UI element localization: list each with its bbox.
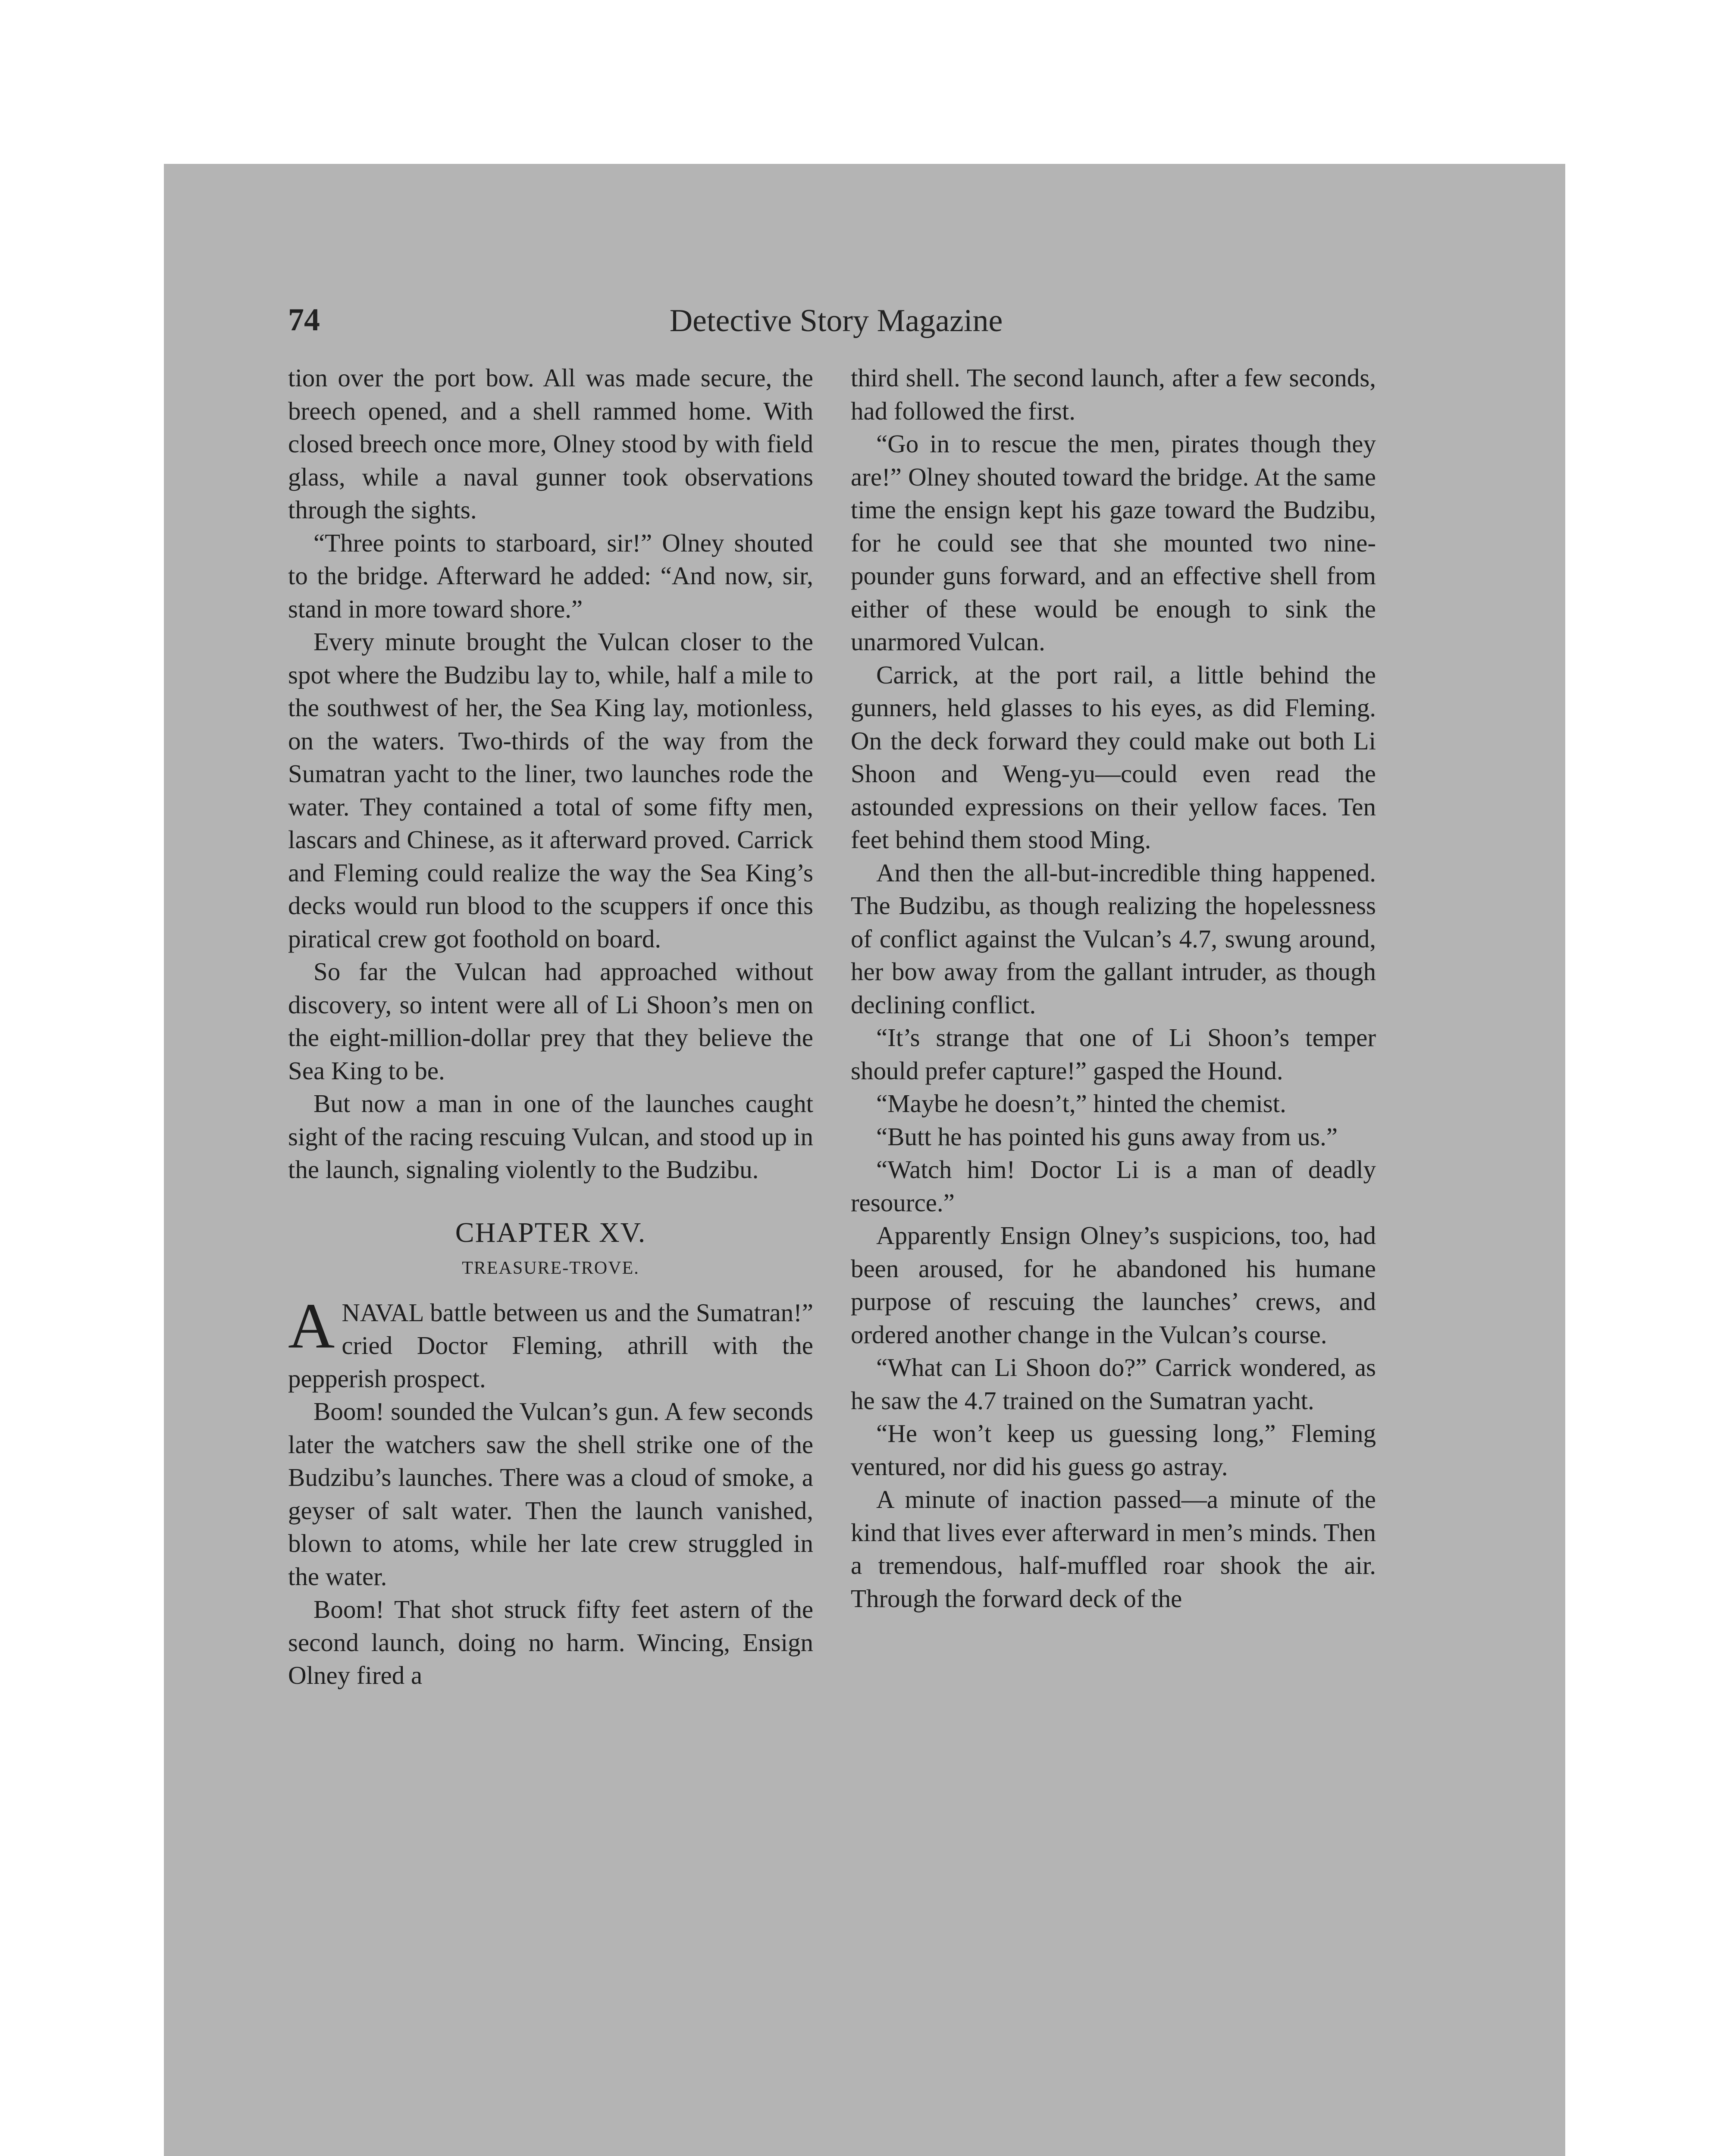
- chapter-opening: [288, 1290, 813, 1395]
- paragraph: “Watch him! Doctor Li is a man of deadly resource.”: [851, 1155, 1376, 1217]
- paragraph: Carrick, at the port rail, a little behind the gunners, held glasses to his eyes, as did Fleming. On the deck forward they could make out both Li Shoon and Weng-yu—could even read the astounded expressions on their yellow faces. Ten feet behind them stood Ming.: [851, 660, 1376, 854]
- page-number: 74: [288, 302, 320, 338]
- chapter-title: CHAPTER XV.: [455, 1216, 646, 1248]
- paragraph: So far the Vulcan had approached without discovery, so intent were all of Li Shoon’s men on the eight-million-dollar prey that they believe the Sea King to be.: [288, 957, 813, 1085]
- paragraph: Boom! That shot struck fifty feet astern of the second launch, doing no harm. Wincing, Ensign Olney fired a: [288, 1595, 813, 1689]
- paragraph: “Butt he has pointed his guns away from us.”: [876, 1122, 1338, 1151]
- paragraph: A minute of inaction passed—a minute of the kind that lives ever afterward in men’s minds. Then a tremendous, half-muffled roar shook the air. Through the forward deck of the: [851, 1485, 1376, 1613]
- opening-text: NAVAL battle between us and the Sumatran!” cried Doctor Fleming, athrill with the pepperish prospect.: [288, 1298, 813, 1393]
- paragraph: Every minute brought the Vulcan closer to the spot where the Budzibu lay to, while, half a mile to the southwest of her, the Sea King lay, motionless, on the waters. Two-thirds of the way from the Sumatran yacht to the liner, two launches rode the water. They contained a total of some fifty men, lascars and Chinese, as it afterward proved. Carrick and Fleming could realize the way the Sea King’s decks would run blood to the scuppers if once this piratical crew got foothold on board.: [288, 627, 813, 953]
- paragraph: And then the all-but-incredible thing happened. The Budzibu, as though realizing the hopelessness of conflict against the Vulcan’s 4.7, swung around, her bow away from the gallant intruder, as though declining conflict.: [851, 858, 1376, 1019]
- page-header: [288, 302, 1384, 349]
- paragraph: “Go in to rescue the men, pirates though they are!” Olney shouted toward the bridge. At the same time the ensign kept his gaze toward the Budzibu, for he could see that she mounted two nine-pounder guns forward, and an effective shell from either of these would be enough to sink the unarmored Vulcan.: [851, 429, 1376, 656]
- paragraph: “It’s strange that one of Li Shoon’s temper should prefer capture!” gasped the Hound.: [851, 1023, 1376, 1085]
- paragraph: “He won’t keep us guessing long,” Fleming ventured, nor did his guess go astray.: [851, 1419, 1376, 1481]
- paragraph: “Three points to starboard, sir!” Olney shouted to the bridge. Afterward he added: “And now, sir, stand in more toward shore.”: [288, 528, 813, 623]
- paragraph: Boom! sounded the Vulcan’s gun. A few seconds later the watchers saw the shell strike one of the Budzibu’s launches. There was a cloud of smoke, a geyser of salt water. Then the launch vanished, blown to atoms, while her late crew struggled in the water.: [288, 1397, 813, 1591]
- paragraph: third shell. The second launch, after a few seconds, had followed the first.: [851, 364, 1376, 425]
- drop-cap: A: [288, 1290, 335, 1362]
- paragraph: tion over the port bow. All was made secure, the breech opened, and a shell rammed home. With closed breech once more, Olney stood by with field glass, while a naval gunner took observations through the sights.: [288, 364, 813, 524]
- paragraph: “Maybe he doesn’t,” hinted the chemist.: [876, 1089, 1286, 1118]
- paragraph: Apparently Ensign Olney’s suspicions, too, had been aroused, for he abandoned his humane purpose of rescuing the launches’ crews, and ordered another change in the Vulcan’s course.: [851, 1221, 1376, 1349]
- running-head: Detective Story Magazine: [669, 303, 1003, 338]
- paragraph: But now a man in one of the launches caught sight of the racing rescuing Vulcan, and stood up in the launch, signaling violently to the Budzibu.: [288, 1089, 813, 1184]
- left-column: [288, 361, 813, 1692]
- paragraph: “What can Li Shoon do?” Carrick wondered, as he saw the 4.7 trained on the Sumatran yacht.: [851, 1353, 1376, 1415]
- right-column: [851, 361, 1376, 1615]
- chapter-subtitle: TREASURE-TROVE.: [462, 1258, 639, 1278]
